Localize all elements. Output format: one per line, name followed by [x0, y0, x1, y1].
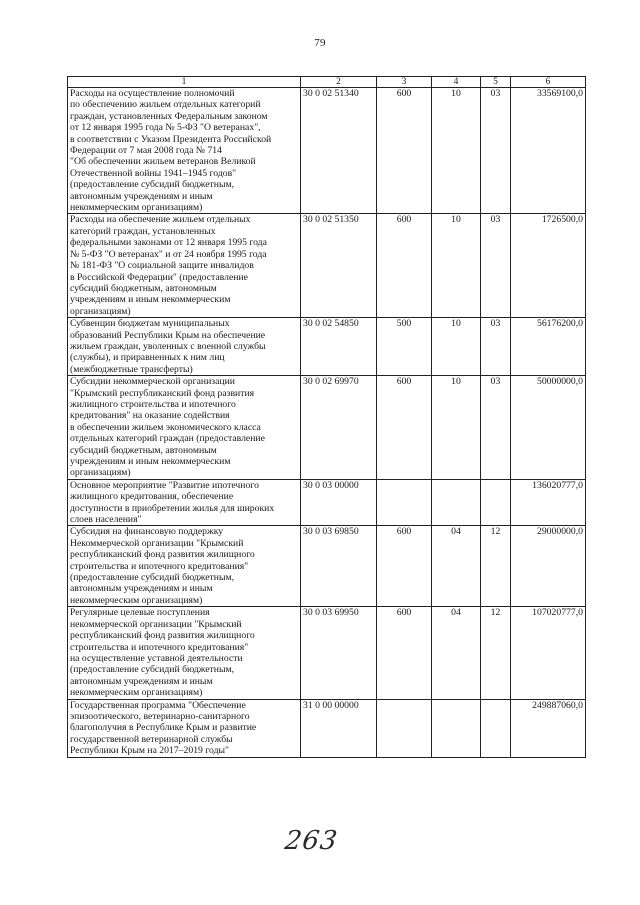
row-description: [68, 526, 301, 607]
row-description: [68, 699, 301, 757]
subsection-code: 12: [481, 607, 511, 699]
description-line: Регулярные целевые поступления: [70, 607, 210, 619]
table-body: [68, 88, 586, 758]
subsection-code: 03: [481, 376, 511, 480]
budget-code: 30 0 03 69950: [301, 607, 377, 699]
description-line: автономным учреждениям и иным: [70, 583, 213, 595]
amount: 136020777,0: [511, 479, 586, 526]
description-line: "Об обеспечении жильем ветеранов Великой: [70, 156, 256, 168]
amount: 50000000,0: [511, 376, 586, 480]
section-code: 10: [432, 214, 481, 318]
description-line: отдельных категорий граждан (предоставление: [70, 433, 265, 445]
expense-type: 600: [377, 376, 432, 480]
description-line: в обеспечении жильем экономического класса: [70, 421, 261, 433]
description-line: Государственная программа "Обеспечение: [70, 699, 246, 711]
handwritten-page-number: 263: [282, 826, 340, 856]
description-line: учреждениям и иным некоммерческим: [70, 456, 231, 467]
section-code: [432, 479, 481, 526]
description-line: благополучия в Республике Крым и развитие: [70, 722, 257, 734]
description-line: Субсидии некоммерческой организации: [70, 376, 235, 388]
row-description: [68, 607, 301, 699]
page-number: 79: [314, 37, 326, 49]
header-col-3: 3: [377, 77, 432, 88]
description-line: № 5-ФЗ "О ветеранах" и от 24 ноября 1995 года: [70, 248, 267, 260]
budget-code: 30 0 02 54850: [301, 318, 377, 376]
table-row: [68, 88, 586, 214]
row-description: [68, 318, 301, 376]
description-line: автономным учреждениям и иным: [70, 190, 213, 202]
subsection-code: [481, 699, 511, 757]
subsection-code: 03: [481, 88, 511, 214]
description-line: (межбюджетные трансферты): [70, 363, 193, 375]
description-line: жилищного кредитования, обеспечение: [70, 491, 234, 503]
expense-type: 600: [377, 88, 432, 214]
budget-code: 31 0 00 00000: [301, 699, 377, 757]
description-line: некоммерческим организациям): [70, 687, 203, 699]
table-row: [68, 376, 586, 480]
section-code: 10: [432, 376, 481, 480]
header-col-4: 4: [432, 77, 481, 88]
expense-type: 600: [377, 526, 432, 607]
expense-type: 600: [377, 214, 432, 318]
description-line: субсидий бюджетным, автономным: [70, 282, 217, 294]
description-line: категорий граждан, установленных: [70, 225, 216, 237]
description-line: республиканский фонд развития жилищного: [70, 630, 255, 642]
description-line: в соответствии с Указом Президента Российской: [70, 133, 272, 145]
description-line: от 12 января 1995 года № 5-ФЗ "О ветеранах",: [70, 122, 261, 134]
row-description: [68, 376, 301, 480]
description-line: граждан, установленных Федеральным законом: [70, 110, 268, 122]
budget-table: [67, 76, 586, 758]
description-line: Субсидия на финансовую поддержку: [70, 526, 224, 538]
amount: 249887060,0: [511, 699, 586, 757]
description-line: федеральными законами от 12 января 1995 года: [70, 237, 267, 249]
subsection-code: [481, 479, 511, 526]
description-line: (службы), и приравненных к ним лиц: [70, 352, 225, 364]
header-col-1: 1: [68, 77, 301, 88]
subsection-code: 12: [481, 526, 511, 607]
description-line: Расходы на осуществление полномочий: [70, 88, 235, 99]
description-line: некоммерческим организациям): [70, 202, 203, 214]
table-row: [68, 479, 586, 526]
expense-type: [377, 699, 432, 757]
description-line: автономным учреждениям и иным: [70, 675, 213, 687]
description-line: организациям): [70, 467, 131, 479]
section-code: [432, 699, 481, 757]
description-line: строительства и ипотечного кредитования": [70, 560, 249, 572]
description-line: Федерации от 7 мая 2008 года № 714: [70, 145, 222, 157]
budget-code: 30 0 03 00000: [301, 479, 377, 526]
description-line: (предоставление субсидий бюджетным,: [70, 664, 235, 676]
description-line: Расходы на обеспечение жильем отдельных: [70, 214, 251, 226]
section-code: 10: [432, 88, 481, 214]
expense-type: 500: [377, 318, 432, 376]
description-line: образований Республики Крым на обеспечение: [70, 329, 266, 341]
description-line: по обеспечению жильем отдельных категорий: [70, 99, 261, 111]
description-line: "Крымский республиканский фонд развития: [70, 387, 255, 399]
description-line: некоммерческим организациям): [70, 594, 203, 606]
table-row: [68, 699, 586, 757]
description-line: доступности в приобретении жилья для широких: [70, 502, 275, 514]
amount: 29000000,0: [511, 526, 586, 607]
row-description: [68, 214, 301, 318]
description-line: № 181-ФЗ "О социальной защите инвалидов: [70, 260, 254, 272]
description-line: в Российской Федерации" (предоставление: [70, 271, 248, 283]
description-line: организациям): [70, 305, 131, 317]
description-line: Отечественной войны 1941–1945 годов": [70, 167, 237, 179]
table-row: [68, 318, 586, 376]
description-line: (предоставление субсидий бюджетным,: [70, 572, 235, 584]
budget-code: 30 0 02 51340: [301, 88, 377, 214]
description-line: учреждениям и иным некоммерческим: [70, 294, 231, 306]
description-line: жильем граждан, уволенных с военной службы: [70, 340, 266, 352]
description-line: субсидий бюджетным, автономным: [70, 444, 217, 456]
subsection-code: 03: [481, 214, 511, 318]
description-line: республиканский фонд развития жилищного: [70, 549, 255, 561]
amount: 33569100,0: [511, 88, 586, 214]
expense-type: [377, 479, 432, 526]
description-line: эпизоотического, ветеринарно-санитарного: [70, 710, 250, 722]
expense-type: 600: [377, 607, 432, 699]
table-row: [68, 607, 586, 699]
description-line: (предоставление субсидий бюджетным,: [70, 179, 235, 191]
description-line: Республики Крым на 2017–2019 годы": [70, 745, 229, 757]
budget-code: 30 0 02 51350: [301, 214, 377, 318]
budget-code: 30 0 03 69850: [301, 526, 377, 607]
table-row: [68, 214, 586, 318]
amount: 107020777,0: [511, 607, 586, 699]
description-line: строительства и ипотечного кредитования": [70, 641, 249, 653]
budget-code: 30 0 02 69970: [301, 376, 377, 480]
description-line: Некоммерческой организации "Крымский: [70, 537, 244, 549]
description-line: слоев населения": [70, 514, 142, 526]
description-line: некоммерческой организации "Крымский: [70, 618, 242, 630]
header-col-6: 6: [511, 77, 586, 88]
row-description: [68, 88, 301, 214]
description-line: на осуществление уставной деятельности: [70, 652, 243, 664]
table-row: [68, 526, 586, 607]
section-code: 10: [432, 318, 481, 376]
description-line: государственной ветеринарной службы: [70, 733, 233, 745]
header-col-2: 2: [301, 77, 377, 88]
row-description: [68, 479, 301, 526]
amount: 1726500,0: [511, 214, 586, 318]
description-line: кредитования" на оказание содействия: [70, 410, 230, 422]
header-col-5: 5: [481, 77, 511, 88]
section-code: 04: [432, 526, 481, 607]
description-line: жилищного строительства и ипотечного: [70, 398, 236, 410]
subsection-code: 03: [481, 318, 511, 376]
description-line: Основное мероприятие "Развитие ипотечного: [70, 479, 259, 491]
amount: 56176200,0: [511, 318, 586, 376]
description-line: Субвенции бюджетам муниципальных: [70, 318, 230, 330]
table-header-row: [68, 77, 586, 88]
section-code: 04: [432, 607, 481, 699]
